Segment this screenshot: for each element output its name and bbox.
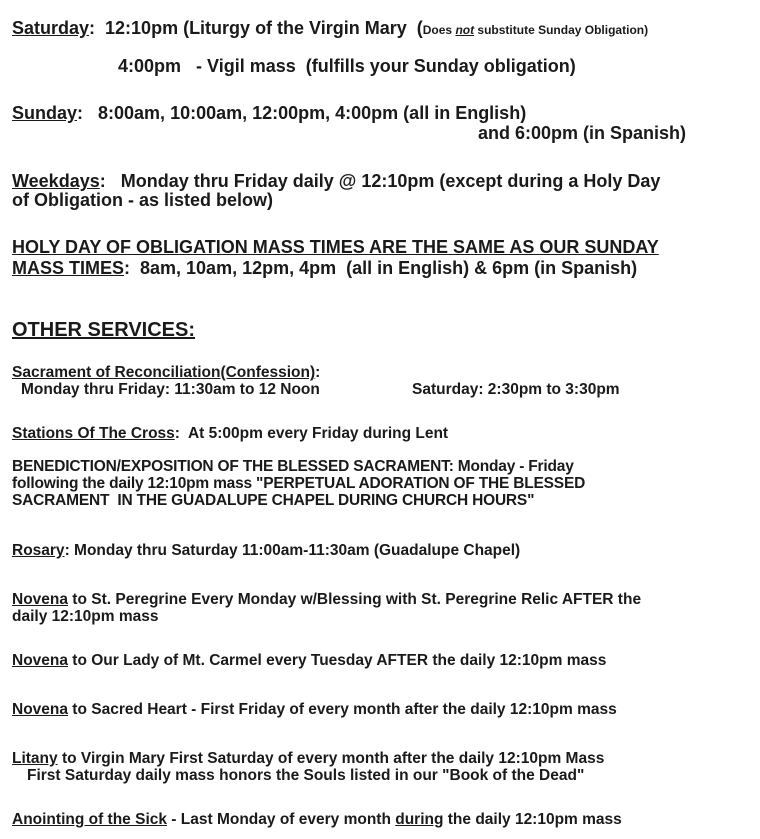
benediction-line1: BENEDICTION/EXPOSITION OF THE BLESSED SACRAMENT: Monday - Friday bbox=[12, 458, 574, 475]
saturday-time: 12:10pm (Liturgy of the Virgin Mary ( bbox=[95, 18, 423, 38]
sunday-line bbox=[12, 103, 526, 123]
weekdays-text: Monday thru Friday daily @ 12:10pm (except during a Holy Day bbox=[105, 171, 661, 191]
reconciliation-line bbox=[12, 364, 320, 381]
anointing-text2: the daily 12:10pm mass bbox=[443, 811, 622, 828]
stations-label: Stations Of The Cross bbox=[12, 425, 175, 442]
rosary-line bbox=[12, 542, 520, 559]
holy-day-line2 bbox=[12, 258, 637, 278]
rosary-label: Rosary bbox=[12, 542, 65, 559]
novena-label: Novena bbox=[12, 701, 68, 718]
litany-label: Litany bbox=[12, 750, 58, 767]
sunday-spanish: and 6:00pm (in Spanish) bbox=[478, 123, 687, 143]
vigil-line: 4:00pm - Vigil mass (fulfills your Sunday obligation) bbox=[118, 56, 576, 76]
reconciliation-weekday: Monday thru Friday: 11:30am to 12 Noon bbox=[21, 381, 320, 398]
reconciliation-saturday: Saturday: 2:30pm to 3:30pm bbox=[412, 381, 620, 398]
litany-text: to Virgin Mary First Saturday of every month after the daily 12:10pm Mass bbox=[57, 750, 605, 767]
stations-line bbox=[12, 425, 448, 442]
saturday-line bbox=[12, 18, 648, 40]
litany-line1 bbox=[12, 750, 604, 767]
rosary-text: : Monday thru Saturday 11:00am-11:30am (Guadalupe Chapel) bbox=[64, 542, 521, 559]
saturday-note-em: not bbox=[455, 23, 475, 37]
benediction-line3: SACRAMENT IN THE GUADALUPE CHAPEL DURING CHURCH HOURS" bbox=[12, 492, 535, 509]
litany-line2: First Saturday daily mass honors the Souls listed in our "Book of the Dead" bbox=[27, 767, 585, 784]
saturday-colon: : bbox=[89, 18, 96, 38]
anointing-line bbox=[12, 811, 622, 828]
stations-text: : At 5:00pm every Friday during Lent bbox=[174, 425, 449, 442]
novena-peregrine-line2: daily 12:10pm mass bbox=[12, 608, 159, 625]
anointing-label: Anointing of the Sick bbox=[12, 811, 167, 828]
holy-day-mass-times: MASS TIMES bbox=[12, 258, 125, 278]
weekdays-line1 bbox=[12, 171, 660, 191]
anointing-during: during bbox=[395, 811, 444, 828]
reconciliation-colon: : bbox=[315, 364, 321, 381]
weekdays-colon: : bbox=[99, 171, 106, 191]
anointing-text1: - Last Monday of every month bbox=[167, 811, 396, 828]
novena-label: Novena bbox=[12, 591, 68, 608]
holy-day-times: : 8am, 10am, 12pm, 4pm (all in English) & 6pm (in Spanish) bbox=[124, 258, 638, 278]
novena-carmel-text: to Our Lady of Mt. Carmel every Tuesday AFTER the daily 12:10pm mass bbox=[68, 652, 607, 669]
saturday-note-pre: Does bbox=[422, 23, 456, 37]
holy-day-line1: HOLY DAY OF OBLIGATION MASS TIMES ARE THE SAME AS OUR SUNDAY bbox=[12, 237, 659, 257]
weekdays-label: Weekdays bbox=[12, 171, 100, 191]
novena-carmel-line bbox=[12, 652, 606, 669]
weekdays-line2: of Obligation - as listed below) bbox=[12, 190, 274, 210]
novena-sacred-heart-line bbox=[12, 701, 617, 718]
novena-label: Novena bbox=[12, 652, 68, 669]
reconciliation-label: Sacrament of Reconciliation(Confession) bbox=[12, 364, 316, 381]
sunday-times: 8:00am, 10:00am, 12:00pm, 4:00pm (all in English) bbox=[83, 103, 527, 123]
sunday-label: Sunday bbox=[12, 103, 78, 123]
other-services-heading: OTHER SERVICES: bbox=[12, 319, 195, 341]
sunday-colon: : bbox=[77, 103, 84, 123]
novena-peregrine-line1 bbox=[12, 591, 641, 608]
saturday-note-post: substitute Sunday Obligation) bbox=[474, 23, 649, 37]
novena-peregrine-text: to St. Peregrine Every Monday w/Blessing with St. Peregrine Relic AFTER the bbox=[68, 591, 642, 608]
saturday-label: Saturday bbox=[12, 18, 90, 38]
novena-sacred-heart-text: to Sacred Heart - First Friday of every month after the daily 12:10pm mass bbox=[68, 701, 617, 718]
benediction-line2: following the daily 12:10pm mass "PERPETUAL ADORATION OF THE BLESSED bbox=[12, 475, 586, 492]
